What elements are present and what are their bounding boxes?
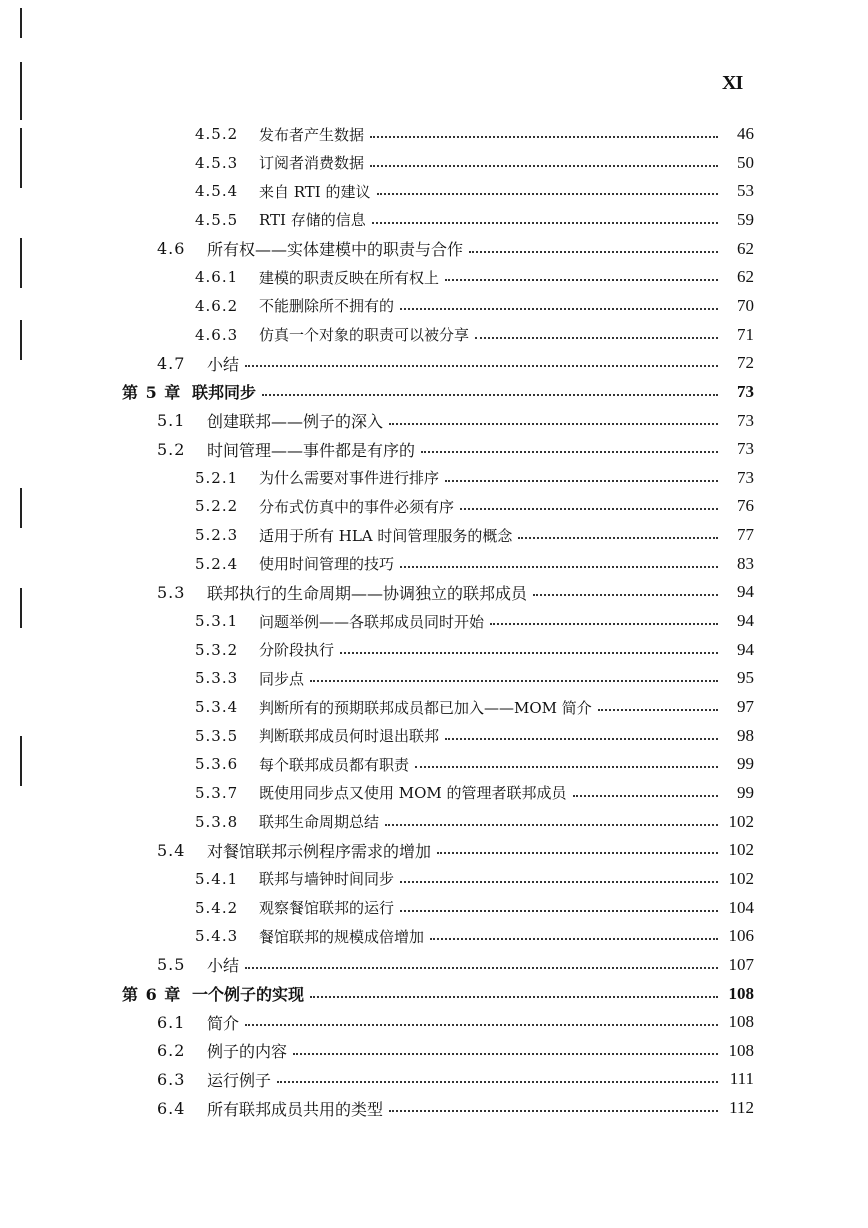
dot-leader: [377, 193, 719, 195]
toc-entry-page: 99: [737, 754, 754, 774]
toc-entry-title: 判断所有的预期联邦成员都已加入——MOM 简介: [259, 698, 592, 717]
toc-entry-title: 运行例子: [207, 1070, 272, 1090]
dot-leader: [389, 423, 718, 425]
toc-entry-number: 5.3.4: [195, 698, 239, 716]
toc-entry-page: 99: [737, 782, 754, 802]
toc-entry-title: 分布式仿真中的事件必须有序: [259, 497, 455, 516]
dot-leader: [460, 508, 718, 510]
toc-entry-page: 70: [737, 295, 754, 315]
toc-entry-page: 50: [737, 152, 754, 172]
toc-entry[interactable]: [195, 808, 754, 836]
toc-entry-title: 联邦同步: [192, 383, 257, 403]
toc-entry[interactable]: [157, 836, 754, 864]
dot-leader: [421, 451, 718, 453]
toc-entry-number: 5.3.1: [195, 612, 239, 631]
toc-entry[interactable]: [195, 664, 754, 692]
toc-entry[interactable]: [195, 779, 754, 807]
dot-leader: [370, 165, 718, 167]
toc-entry-title: 餐馆联邦的规模成倍增加: [259, 927, 425, 946]
dot-leader: [573, 795, 718, 797]
toc-entry-page: 95: [737, 668, 754, 688]
toc-entry-number: 5.2.2: [195, 497, 239, 516]
toc-entry-title: 联邦执行的生命周期——协调独立的联邦成员: [207, 583, 528, 603]
toc-entry-page: 112: [729, 1098, 754, 1118]
toc-entry-page: 72: [737, 353, 754, 373]
toc-entry-title: 联邦与墙钟时间同步: [259, 870, 395, 889]
scan-mark: [20, 588, 22, 628]
toc-entry[interactable]: [195, 922, 754, 950]
scan-mark: [20, 8, 22, 38]
dot-leader: [245, 1024, 718, 1026]
toc-entry-page: 102: [728, 840, 754, 860]
dot-leader: [490, 623, 718, 625]
toc-entry-title: 适用于所有 HLA 时间管理服务的概念: [259, 526, 513, 545]
toc-entry-page: 97: [737, 697, 754, 716]
toc-entry-number: 5.1: [157, 411, 186, 430]
toc-entry-number: 5.2.1: [195, 468, 239, 487]
dot-leader: [262, 394, 718, 396]
toc-entry-number: 5.3.8: [195, 812, 239, 831]
toc-entry-page: 94: [737, 611, 754, 631]
toc-entry[interactable]: [157, 407, 754, 435]
dot-leader: [245, 967, 718, 969]
toc-entry-number: 5.2: [157, 439, 186, 459]
toc-entry[interactable]: [157, 578, 754, 606]
dot-leader: [469, 251, 718, 253]
toc-entry-number: 5.3: [157, 582, 186, 602]
toc-entry-page: 59: [737, 209, 754, 229]
toc-entry-number: 6.2: [157, 1041, 186, 1061]
toc-entry-page: 77: [737, 525, 754, 545]
toc-entry-title: 发布者产生数据: [259, 125, 365, 144]
toc-entry-page: 62: [737, 238, 754, 258]
toc-entry[interactable]: [157, 435, 754, 463]
toc-entry-number: 5.5: [157, 955, 186, 975]
toc-entry-page: 73: [737, 410, 754, 430]
toc-entry-number: 5.4.3: [195, 927, 239, 946]
toc-entry-title: 问题举例——各联邦成员同时开始: [259, 612, 485, 631]
toc-entry[interactable]: [195, 521, 754, 549]
toc-entry-page: 102: [728, 811, 754, 831]
toc-entry-page: 111: [729, 1069, 754, 1089]
toc-entry-number: 5.3.7: [195, 783, 239, 802]
toc-entry-number: 6.1: [157, 1012, 186, 1032]
page-number: XI: [722, 72, 743, 94]
toc-entry-title: 不能删除所不拥有的: [259, 297, 395, 316]
toc-entry-title: 联邦生命周期总结: [259, 813, 380, 832]
toc-entry-title: 来自 RTI 的建议: [259, 182, 371, 201]
toc-entry-title: 对餐馆联邦示例程序需求的增加: [207, 841, 432, 861]
dot-leader: [340, 652, 718, 654]
scan-mark: [20, 736, 22, 786]
dot-leader: [437, 852, 718, 854]
toc-entry-number: 5.3.3: [195, 669, 239, 688]
toc-entry-number: 4.7: [157, 353, 186, 373]
dot-leader: [430, 938, 718, 940]
toc-entry-number: 第 5 章: [122, 383, 182, 403]
toc-entry-number: 6.3: [157, 1069, 186, 1089]
toc-entry-number: 第 6 章: [122, 985, 182, 1004]
toc-entry-title: 订阅者消费数据: [259, 154, 365, 173]
toc-entry-title: 简介: [207, 1013, 240, 1033]
dot-leader: [533, 594, 718, 596]
toc-entry[interactable]: [157, 1094, 754, 1122]
scan-mark: [20, 62, 22, 120]
toc-entry[interactable]: [195, 149, 754, 177]
toc-entry-title: 仿真一个对象的职责可以被分享: [259, 326, 470, 345]
dot-leader: [598, 709, 718, 711]
toc-entry-page: 46: [737, 124, 754, 143]
dot-leader: [245, 365, 718, 367]
toc-entry[interactable]: [195, 693, 754, 721]
dot-leader: [293, 1053, 718, 1055]
toc-entry-number: 5.2.3: [195, 526, 239, 545]
toc-entry-page: 73: [737, 467, 754, 487]
toc-entry-number: 6.4: [157, 1098, 186, 1118]
toc-entry-page: 108: [728, 1040, 754, 1060]
toc-entry-number: 5.3.5: [195, 726, 239, 745]
toc-entry[interactable]: [195, 722, 754, 750]
toc-entry-number: 5.3.2: [195, 640, 239, 659]
dot-leader: [370, 136, 718, 138]
toc-entry-title: 观察餐馆联邦的运行: [259, 899, 395, 918]
toc-entry-page: 94: [737, 639, 754, 659]
toc-entry-page: 83: [737, 553, 754, 573]
toc-entry[interactable]: [157, 1065, 754, 1093]
toc-entry-page: 73: [737, 381, 754, 401]
toc-entry[interactable]: [195, 607, 754, 635]
toc-entry[interactable]: [195, 492, 754, 520]
toc-entry[interactable]: [195, 550, 754, 578]
toc-entry-title: 使用时间管理的技巧: [259, 555, 395, 574]
toc-entry-page: 104: [728, 897, 754, 917]
toc-entry-page: 71: [737, 324, 754, 344]
dot-leader: [389, 1110, 718, 1112]
dot-leader: [415, 766, 718, 768]
toc-entry-number: 4.5.5: [195, 210, 239, 229]
toc-entry[interactable]: [195, 206, 754, 234]
dot-leader: [400, 308, 718, 310]
toc-entry[interactable]: [157, 1037, 754, 1065]
dot-leader: [445, 279, 718, 281]
toc-entry-title: 时间管理——事件都是有序的: [207, 440, 416, 460]
toc-entry-title: 既使用同步点又使用 MOM 的管理者联邦成员: [259, 784, 567, 803]
toc-entry-title: 为什么需要对事件进行排序: [259, 469, 440, 488]
toc-entry[interactable]: [195, 636, 754, 664]
toc-entry[interactable]: [195, 894, 754, 922]
toc-entry-page: 108: [728, 983, 754, 1003]
toc-entry-page: 102: [728, 868, 754, 888]
scan-mark: [20, 320, 22, 360]
toc-entry[interactable]: [157, 349, 754, 377]
toc-entry-page: 106: [728, 926, 754, 946]
toc-entry-number: 4.6.3: [195, 325, 239, 344]
toc-entry-title: 每个联邦成员都有职责: [259, 755, 410, 774]
dot-leader: [445, 738, 718, 740]
dot-leader: [400, 566, 718, 568]
toc-entry-number: 4.5.2: [195, 125, 239, 143]
toc-entry[interactable]: [195, 263, 754, 291]
toc-entry[interactable]: [195, 292, 754, 320]
toc-entry[interactable]: [195, 464, 754, 492]
toc-entry-title: 判断联邦成员何时退出联邦: [259, 727, 440, 746]
toc-entry-page: 73: [737, 439, 754, 459]
toc-entry-title: 小结: [207, 956, 240, 976]
toc-entry-number: 5.4: [157, 840, 186, 860]
toc-entry[interactable]: [122, 378, 754, 406]
toc-entry-title: 所有联邦成员共用的类型: [207, 1099, 384, 1119]
dot-leader: [400, 881, 718, 883]
toc-entry[interactable]: [157, 951, 754, 979]
toc-entry-title: 同步点: [259, 669, 305, 688]
toc-entry-title: 所有权——实体建模中的职责与合作: [207, 240, 464, 260]
toc-entry-number: 4.6.2: [195, 296, 239, 315]
toc-entry[interactable]: [157, 235, 754, 263]
scan-mark: [20, 128, 22, 188]
dot-leader: [277, 1081, 718, 1083]
dot-leader: [310, 680, 718, 682]
toc-entry-title: 小结: [207, 354, 240, 374]
toc-entry-number: 4.6.1: [195, 268, 239, 287]
toc-entry[interactable]: [195, 120, 754, 148]
toc-entry[interactable]: [195, 177, 754, 205]
dot-leader: [310, 996, 718, 998]
dot-leader: [518, 537, 718, 539]
toc-entry-page: 108: [728, 1012, 754, 1032]
scan-mark: [20, 488, 22, 528]
scan-mark: [20, 238, 22, 288]
dot-leader: [400, 910, 718, 912]
dot-leader: [475, 337, 718, 339]
toc-entry[interactable]: [195, 321, 754, 349]
toc-entry[interactable]: [122, 980, 754, 1008]
toc-entry[interactable]: [157, 1008, 754, 1036]
toc-entry-number: 5.4.1: [195, 869, 239, 888]
toc-entry-page: 53: [737, 181, 754, 201]
toc-entry-number: 4.5.4: [195, 182, 239, 201]
toc-entry-title: RTI 存储的信息: [259, 211, 366, 230]
toc-entry-page: 98: [737, 725, 754, 745]
toc-entry-number: 4.6: [157, 239, 186, 259]
toc-entry-page: 76: [737, 496, 754, 516]
toc-entry-page: 107: [728, 954, 754, 974]
dot-leader: [385, 824, 718, 826]
toc-entry[interactable]: [195, 865, 754, 893]
toc-entry-title: 分阶段执行: [259, 641, 335, 660]
toc-entry-title: 创建联邦——例子的深入: [207, 412, 384, 431]
toc-entry-number: 4.5.3: [195, 153, 239, 172]
dot-leader: [445, 480, 718, 482]
dot-leader: [372, 222, 718, 224]
toc-entry[interactable]: [195, 750, 754, 778]
toc-entry-number: 5.3.6: [195, 755, 239, 774]
toc-entry-title: 例子的内容: [207, 1042, 288, 1062]
toc-entry-page: 94: [737, 582, 754, 602]
toc-entry-title: 建模的职责反映在所有权上: [259, 268, 440, 287]
toc-entry-page: 62: [737, 267, 754, 287]
toc-entry-number: 5.4.2: [195, 898, 239, 917]
toc-entry-title: 一个例子的实现: [192, 985, 305, 1004]
toc-entry-number: 5.2.4: [195, 554, 239, 573]
